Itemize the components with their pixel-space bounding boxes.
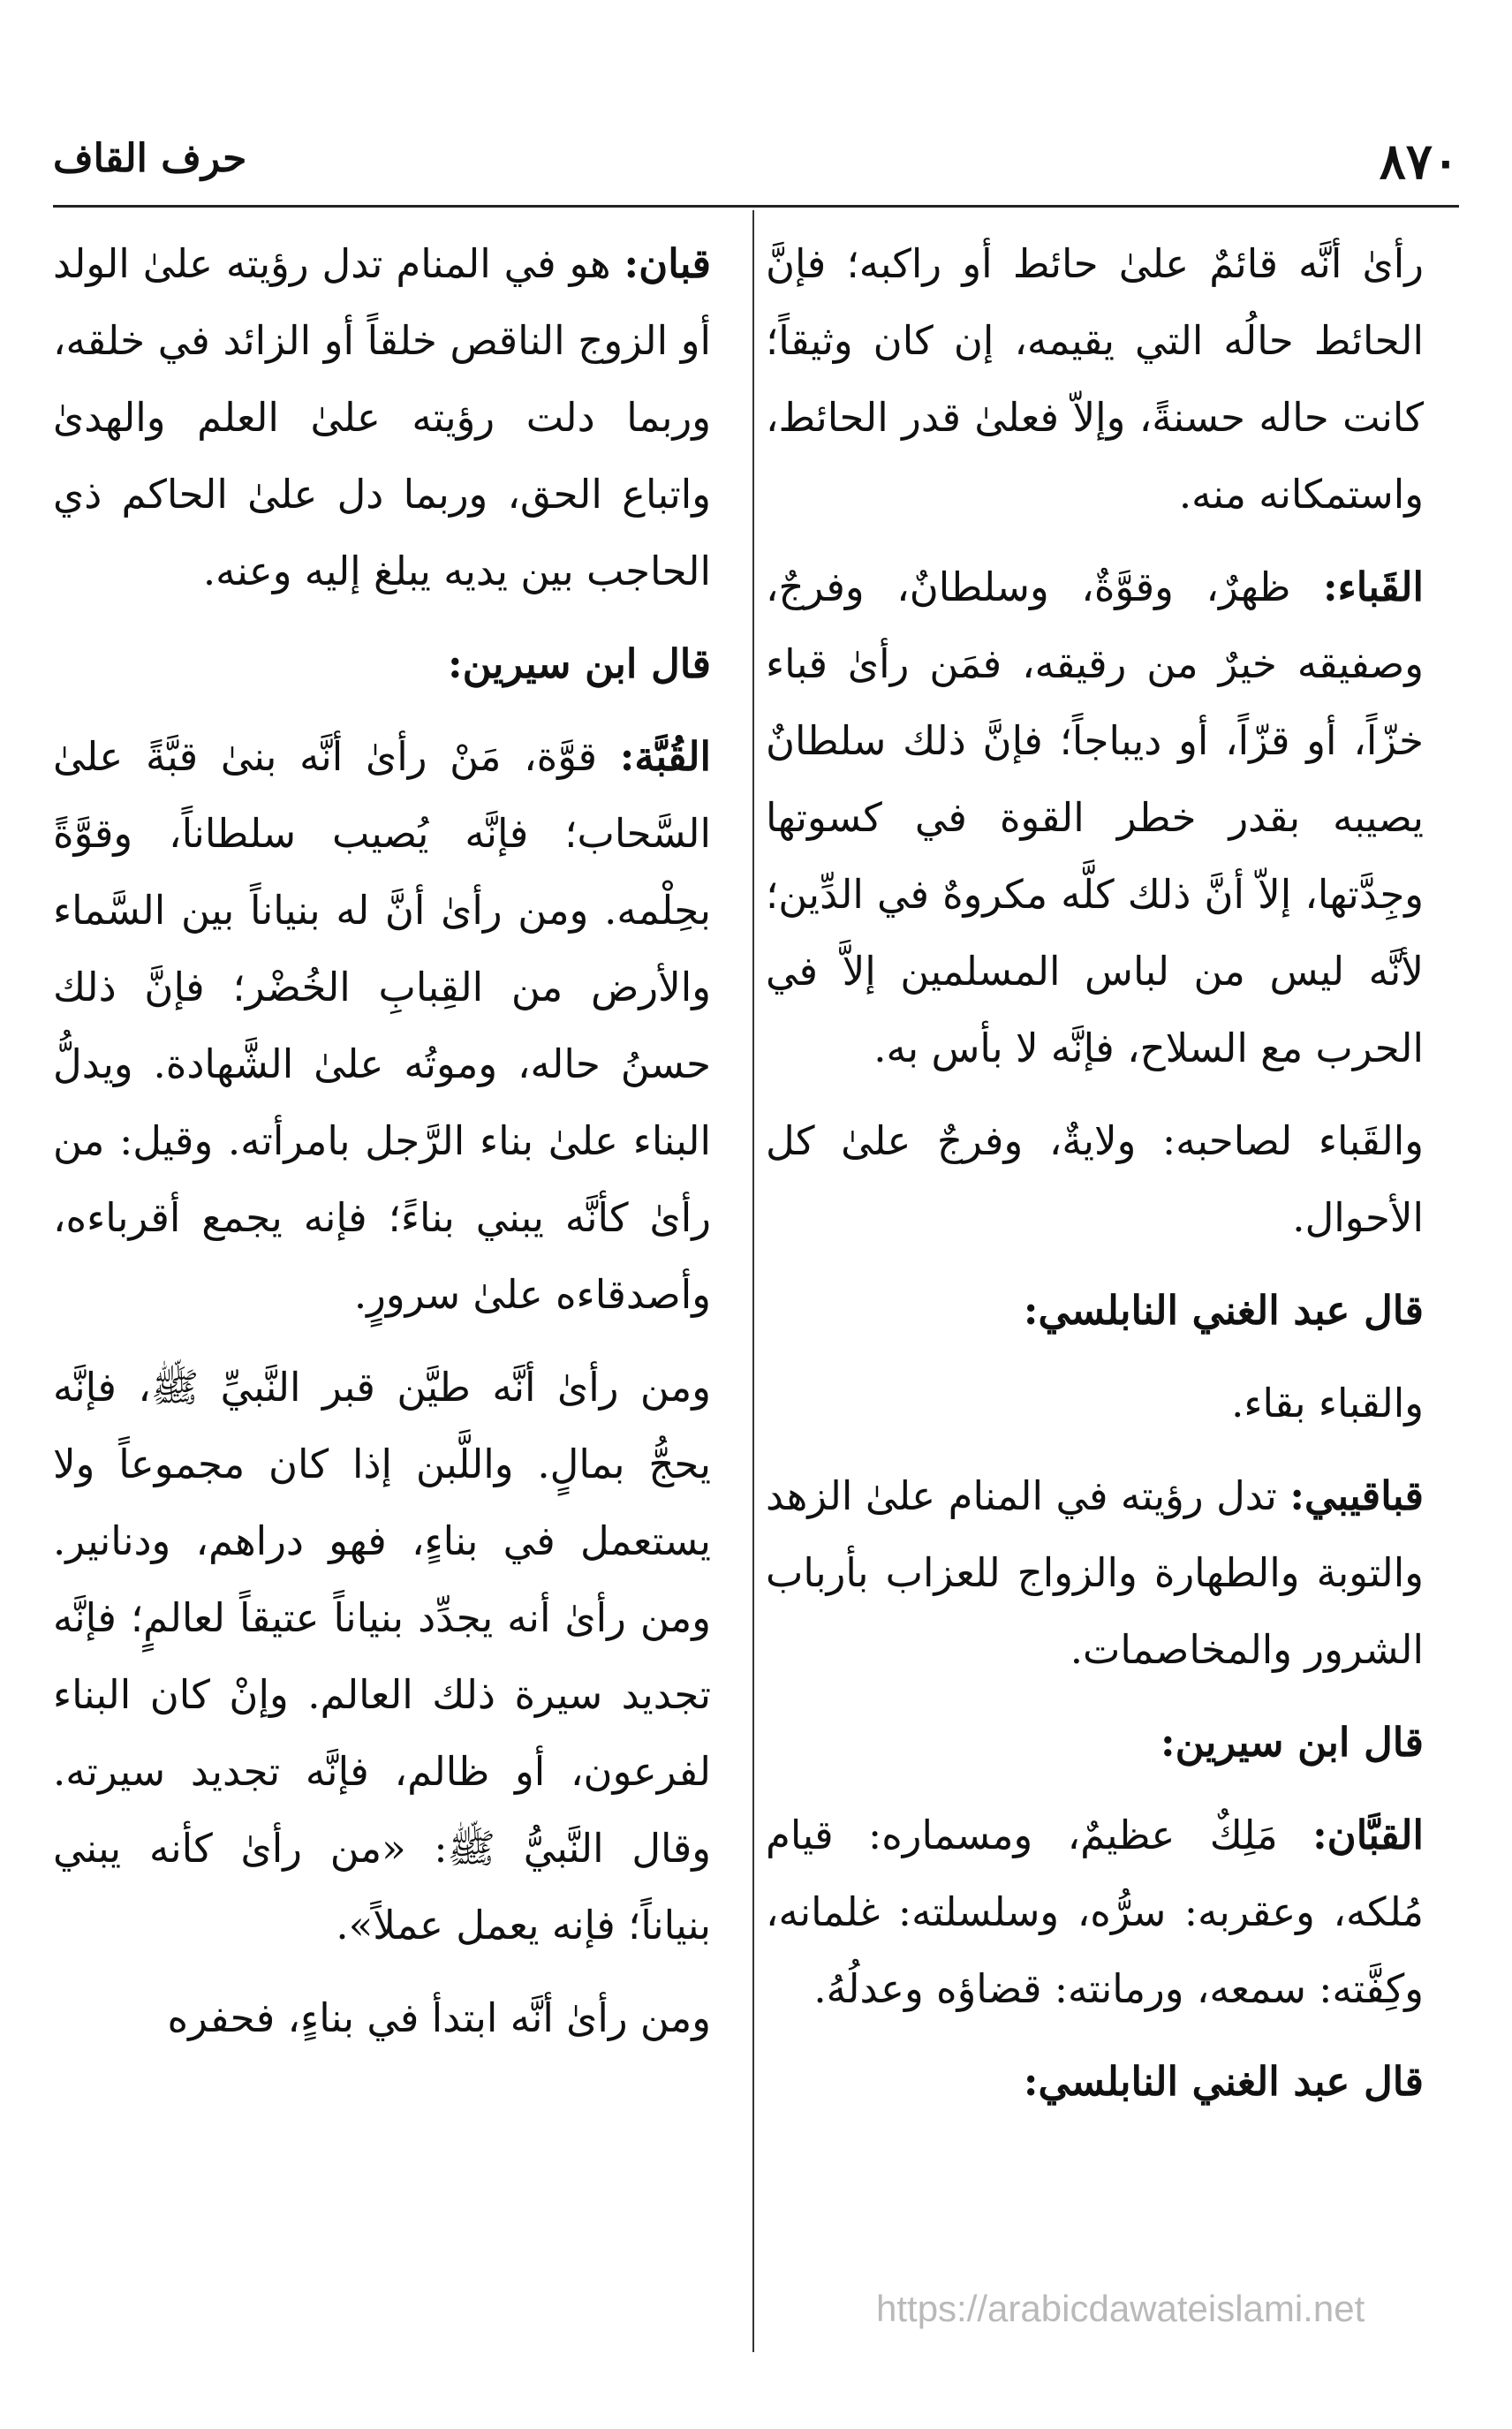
entry-body: مَلِكٌ عظيمٌ، ومسماره: قيام مُلكه، وعقربه: سرُّه، وسلسلته: غلمانه، وكِفَّته: سمعه، ورمانته: قضاؤه وعدلُهُ. <box>766 1812 1424 2012</box>
entry-qaba <box>766 549 1424 1086</box>
paragraph: والقباء بقاء. <box>1231 1380 1424 1426</box>
entry-headword: قبان: <box>624 240 711 287</box>
watermark-url: https://arabicdawateislami.net <box>876 2288 1365 2329</box>
entry-qabaqibi <box>766 1457 1424 1688</box>
running-title: حرف القاف <box>53 136 247 181</box>
entry-headword: القبَّان: <box>1312 1812 1424 1858</box>
section-attribution: قال ابن سيرين: <box>447 640 711 687</box>
left-column <box>53 225 711 2072</box>
paragraph: ومن رأىٰ أنَّه ابتدأ في بناءٍ، فحفره <box>167 1994 711 2041</box>
entry-body: قوَّة، مَنْ رأىٰ أنَّه بنىٰ قبَّةً علىٰ السَّحاب؛ فإنَّه يُصيب سلطاناً، وقوَّةً بحِلْمه. ومن رأىٰ أنَّ له بنياناً بين السَّماء والأرض من القِبابِ الخُضْر؛ فإنَّ ذلك حسنُ حاله، وموتُه علىٰ الشَّهادة. ويدلُّ البناء علىٰ بناء الرَّجل بامرأته. وقيل: من رأىٰ كأنَّه يبني بناءً؛ فإنه يجمع أقرباءه، وأصدقاءه علىٰ سرورٍ. <box>53 733 711 1318</box>
section-attribution: قال عبد الغني النابلسي: <box>1023 1287 1424 1334</box>
entry-body: هو في المنام تدل رؤيته علىٰ الولد أو الزوج الناقص خلقاً أو الزائد في خلقه، وربما دلت رؤيته علىٰ العلم والهدىٰ واتباع الحق، وربما دل علىٰ الحاكم ذي الحاجب بين يديه يبلغ إليه وعنه. <box>53 240 711 594</box>
paragraph: ومن رأىٰ أنَّه طيَّن قبر النَّبيِّ ﷺ، فإنَّه يحجُّ بمالٍ. واللَّبن إذا كان مجموعاً ولا يستعمل في بناءٍ، فهو دراهم، ودنانير. ومن رأىٰ أنه يجدِّد بنياناً عتيقاً لعالمٍ؛ فإنَّه تجديد سيرة ذلك العالم. وإنْ كان البناء لفرعون، أو ظالم، فإنَّه تجديد سيرته. وقال النَّبيُّ ﷺ: «من رأىٰ كأنه يبني بنياناً؛ فإنه يعمل عملاً». <box>53 1364 711 1948</box>
section-attribution: قال عبد الغني النابلسي: <box>1023 2058 1424 2105</box>
header-rule <box>53 205 1459 208</box>
entry-qabban <box>766 1797 1424 2027</box>
section-attribution: قال ابن سيرين: <box>1160 1719 1424 1766</box>
right-column <box>766 225 1424 2136</box>
entry-qubba <box>53 718 711 1333</box>
entry-headword: القَباء: <box>1322 564 1424 610</box>
entry-headword: القُبَّة: <box>619 733 711 780</box>
entry-body: تدل رؤيته في المنام علىٰ الزهد والتوبة والطهارة والزواج للعزاب بأرباب الشرور والمخاصمات. <box>766 1472 1424 1673</box>
page-number: ٨٧٠ <box>1379 132 1459 191</box>
entry-headword: قباقيبي: <box>1289 1472 1424 1519</box>
entry-body: ظهرٌ، وقوَّةٌ، وسلطانٌ، وفرجٌ، وصفيقه خيرٌ من رقيقه، فمَن رأىٰ قباء خزّاً، أو قزّاً، أو ديباجاً؛ فإنَّ ذلك سلطانٌ يصيبه بقدر خطر القوة في كسوتها وجِدَّتها، إلاّ أنَّ ذلك كلَّه مكروهٌ في الدِّين؛ لأنَّه ليس من لباس المسلمين إلاَّ في الحرب مع السلاح، فإنَّه لا بأس به. <box>766 564 1424 1071</box>
paragraph: والقَباء لصاحبه: ولايةٌ، وفرجٌ علىٰ كل الأحوال. <box>766 1117 1424 1241</box>
paragraph: رأىٰ أنَّه قائمٌ علىٰ حائط أو راكبه؛ فإنَّ الحائط حالُه التي يقيمه، إن كان وثيقاً؛ كانت حاله حسنةً، وإلاّ فعلىٰ قدر الحائط، واستمكانه منه. <box>766 240 1424 518</box>
page-header <box>53 132 1459 203</box>
entry-qubban <box>53 225 711 609</box>
column-divider <box>752 210 754 2352</box>
